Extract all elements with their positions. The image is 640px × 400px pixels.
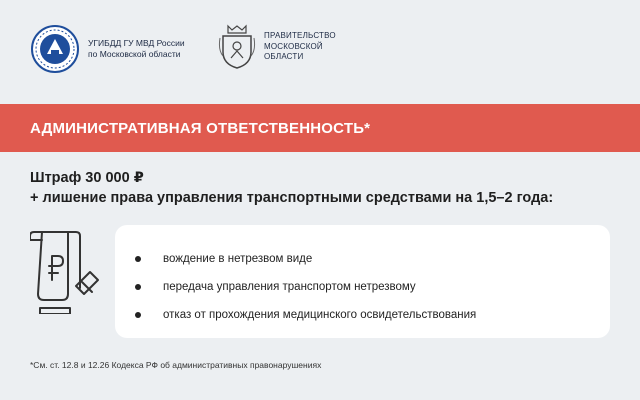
gibdd-line1: УГИБДД ГУ МВД России [88,38,185,48]
bullet-icon [135,284,141,290]
violation-text: отказ от прохождения медицинского освидетельствования [163,309,477,321]
violations-list [115,225,610,329]
banner-title: АДМИНИСТРАТИВНАЯ ОТВЕТСТВЕННОСТЬ* [30,120,371,137]
ruble-receipt-gavel-icon [30,228,102,314]
title-banner [0,104,640,152]
violation-text: передача управления транспортом нетрезвому [163,281,416,293]
violations-card [115,225,610,338]
government-line1: ПРАВИТЕЛЬСТВО [264,31,336,41]
gibdd-text [88,38,185,60]
government-text [264,31,336,63]
fine-block [30,168,553,208]
gibdd-line2: по Московской области [88,49,181,59]
bullet-icon [135,256,141,262]
gibdd-logo-group [30,24,185,74]
government-line2: МОСКОВСКОЙ [264,41,323,51]
list-item [135,273,610,301]
list-item [135,245,610,273]
license-suspension: + лишение права управления транспортными средствами на 1,5–2 года: [30,190,554,206]
footnote: *См. ст. 12.8 и 12.26 Кодекса РФ об административных правонарушениях [30,360,322,370]
government-logo-group [218,24,336,70]
gibdd-emblem-icon [30,24,80,74]
list-item [135,301,610,329]
violation-text: вождение в нетрезвом виде [163,253,313,265]
bullet-icon [135,312,141,318]
coat-of-arms-icon [218,24,256,70]
government-line3: ОБЛАСТИ [264,52,304,62]
fine-amount: Штраф 30 000 ₽ [30,170,144,186]
